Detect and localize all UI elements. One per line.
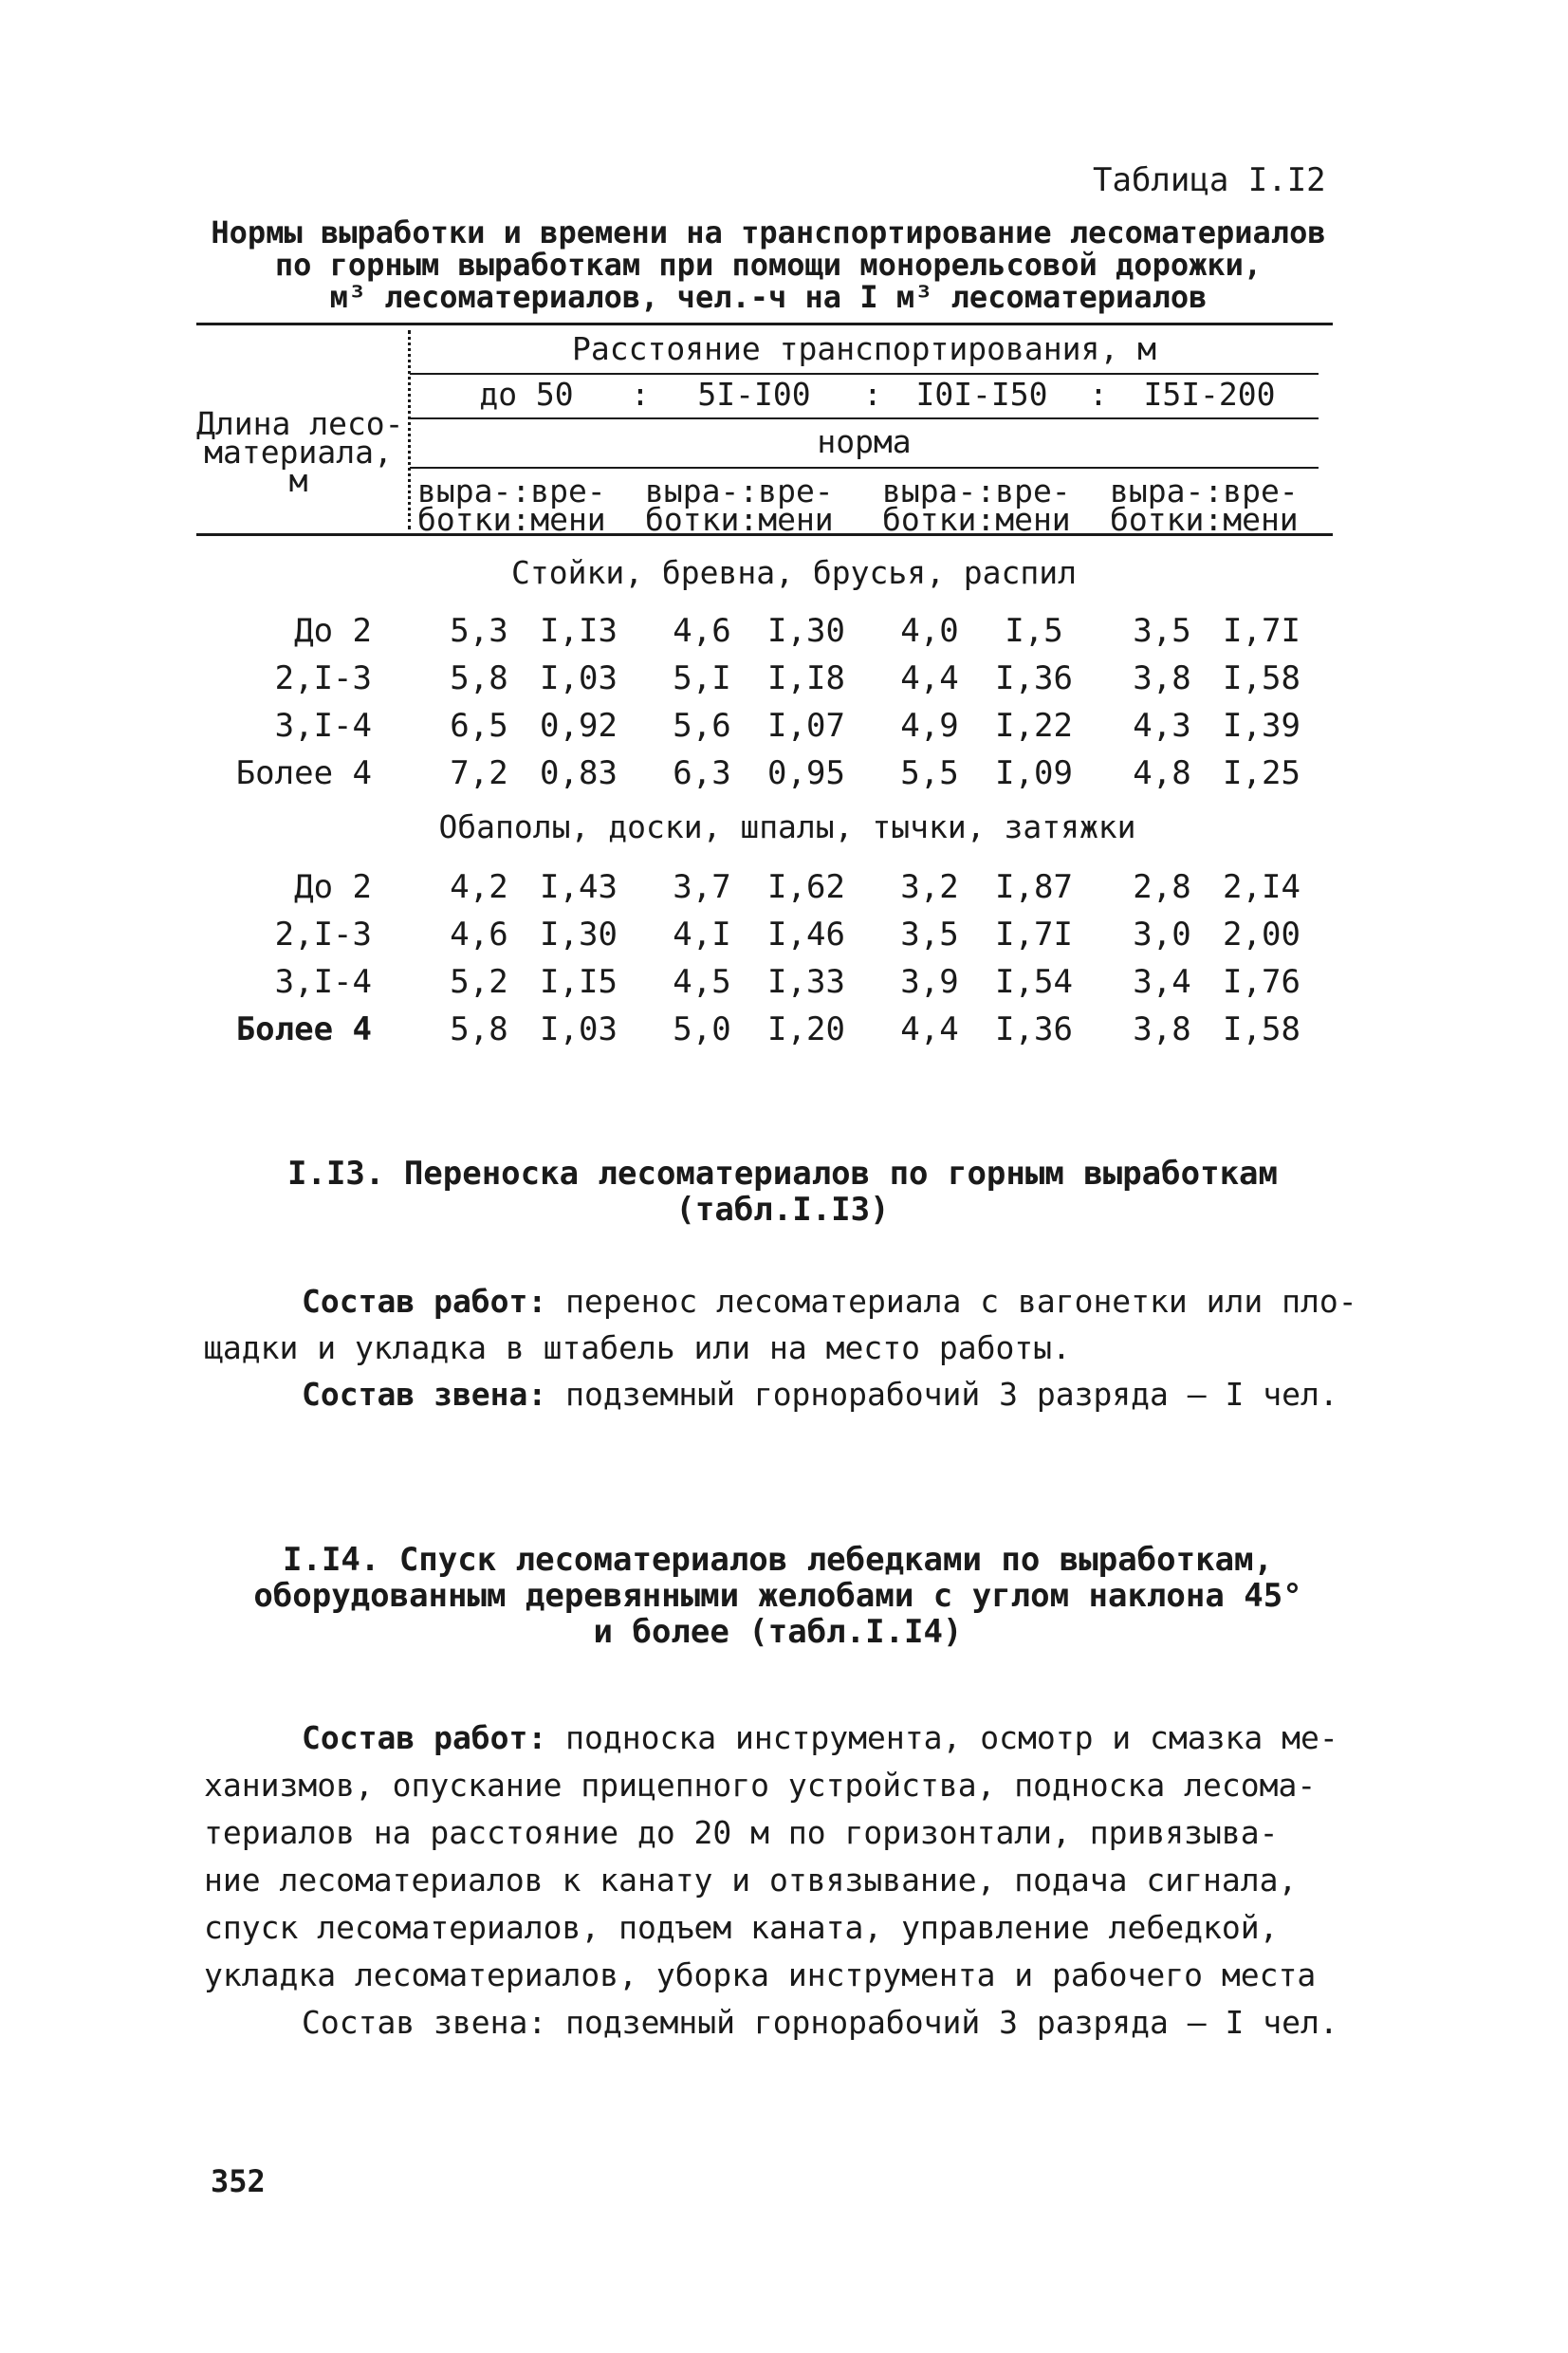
table-top-rule [196, 323, 1333, 325]
work-label: Состав работ: [302, 1283, 547, 1320]
stub-header-line: м [288, 462, 308, 499]
table-cell: 2,I4 [1223, 868, 1301, 906]
distance-col-3: I0I-I50 [915, 376, 1048, 413]
stub-header [196, 405, 404, 499]
table-cell: I,33 [767, 963, 845, 1001]
table-cell: 2,00 [1223, 916, 1301, 954]
table-cell: I,87 [995, 868, 1073, 906]
table-cell: I,I5 [540, 963, 618, 1001]
table-cell: I,58 [1223, 1010, 1301, 1048]
table-cell: 0,92 [540, 707, 618, 745]
section-heading-1-14 [171, 1542, 1385, 1650]
table-cell: 5,6 [673, 707, 731, 745]
heading-line: I.I3. Переноска лесоматериалов по горным выработкам [287, 1155, 1278, 1193]
table-cell: I,I3 [540, 612, 618, 650]
heading-line: оборудованным деревянными желобами с углом наклона 45° [253, 1577, 1302, 1615]
table-cell: 3,2 [900, 868, 959, 906]
header-rule-2 [410, 417, 1319, 419]
row-label: До 2 [294, 868, 372, 906]
table-cell: 6,3 [673, 754, 731, 792]
table-cell: I,36 [995, 1010, 1073, 1048]
table-cell: 5,8 [450, 1010, 508, 1048]
heading-line: и более (табл.I.I4) [593, 1613, 963, 1651]
table-cell: 3,7 [673, 868, 731, 906]
sub-header-bottom: ботки:мени [1110, 501, 1299, 538]
table-cell: 3,4 [1133, 963, 1191, 1001]
row-label: 3,I-4 [274, 707, 372, 745]
work-composition-1-14-line: ханизмов, опускание прицепного устройства, подноска лесома- [204, 1767, 1317, 1804]
work-text: подноска инструмента, осмотр и смазка ме- [546, 1719, 1338, 1756]
table-cell: 4,8 [1133, 754, 1191, 792]
span-header: Расстояние транспортирования, м [572, 330, 1156, 367]
col-sep-colon: : [631, 376, 650, 413]
table-cell: 5,3 [450, 612, 508, 650]
table-cell: 4,4 [900, 659, 959, 697]
table-cell: I,30 [540, 916, 618, 954]
sub-header-top: выра-:вре- [645, 472, 834, 510]
table-cell: 4,3 [1133, 707, 1191, 745]
table-cell: 4,0 [900, 612, 959, 650]
work-text: перенос лесоматериала с вагонетки или пло- [546, 1283, 1357, 1320]
table-cell: I,22 [995, 707, 1073, 745]
table-cell: I,43 [540, 868, 618, 906]
work-composition-1-13-cont: щадки и укладка в штабель или на место работы. [204, 1329, 1071, 1366]
header-rule-3 [410, 467, 1319, 469]
table-cell: I,7I [995, 916, 1073, 954]
crew-composition-1-14 [302, 2000, 1338, 2046]
table-cell: 4,9 [900, 707, 959, 745]
table-cell: I,36 [995, 659, 1073, 697]
crew-composition-1-13 [302, 1372, 1338, 1417]
table-cell: I,09 [995, 754, 1073, 792]
work-composition-1-14-line: териалов на расстояние до 20 м по горизонтали, привязыва- [204, 1814, 1279, 1851]
col-sep-colon: : [1089, 376, 1108, 413]
table-cell: I,58 [1223, 659, 1301, 697]
work-composition-1-14-line: ние лесоматериалов к канату и отвязывание, подача сигнала, [204, 1862, 1298, 1899]
table-cell: I,5 [1005, 612, 1063, 650]
table-cell: 4,2 [450, 868, 508, 906]
row-label: Более 4 [235, 1010, 372, 1048]
table-cell: I,54 [995, 963, 1073, 1001]
sub-header-bottom: ботки:мени [882, 501, 1071, 538]
table-cell: 4,6 [450, 916, 508, 954]
stub-header-line: материала, [204, 434, 393, 471]
heading-line: (табл.I.I3) [675, 1191, 890, 1229]
crew-text: подземный горнорабочий 3 разряда – I чел. [546, 2004, 1338, 2041]
distance-col-2: 5I-I00 [697, 376, 811, 413]
header-rule-1 [410, 373, 1319, 375]
caption-line: по горным выработкам при помощи монорельсовой дорожки, [274, 247, 1263, 283]
table-cell: 5,I [673, 659, 731, 697]
table-cell: I,03 [540, 659, 618, 697]
table-cell: 0,83 [540, 754, 618, 792]
table-caption [180, 216, 1356, 313]
table-cell: I,30 [767, 612, 845, 650]
page-number: 352 [211, 2163, 266, 2199]
table-cell: I,07 [767, 707, 845, 745]
table-cell: I,62 [767, 868, 845, 906]
caption-line: м³ лесоматериалов, чел.-ч на I м³ лесоматериалов [329, 279, 1208, 315]
table-cell: 5,8 [450, 659, 508, 697]
table-cell: 3,5 [1133, 612, 1191, 650]
sub-header-top: выра-:вре- [882, 472, 1071, 510]
sub-header-top: выра-:вре- [1110, 472, 1299, 510]
caption-line: Нормы выработки и времени на транспортирование лесоматериалов [211, 214, 1326, 250]
table-cell: 3,8 [1133, 659, 1191, 697]
norm-label: норма [817, 423, 912, 460]
section-title: Обаполы, доски, шпалы, тычки, затяжки [438, 808, 1136, 845]
table-cell: 4,5 [673, 963, 731, 1001]
table-cell: I,39 [1223, 707, 1301, 745]
sub-header-bottom: ботки:мени [417, 501, 606, 538]
table-cell: 5,2 [450, 963, 508, 1001]
row-label: До 2 [294, 612, 372, 650]
row-label: 3,I-4 [274, 963, 372, 1001]
sub-header-bottom: ботки:мени [645, 501, 834, 538]
table-cell: 3,0 [1133, 916, 1191, 954]
sub-header-top: выра-:вре- [417, 472, 606, 510]
table-cell: 4,6 [673, 612, 731, 650]
work-composition-1-14-line: укладка лесоматериалов, уборка инструмента и рабочего места [204, 1956, 1317, 1993]
work-composition-1-13 [302, 1279, 1357, 1325]
table-cell: 5,0 [673, 1010, 731, 1048]
table-cell: 4,4 [900, 1010, 959, 1048]
table-cell: 7,2 [450, 754, 508, 792]
table-cell: I,76 [1223, 963, 1301, 1001]
table-cell: I,25 [1223, 754, 1301, 792]
table-cell: 5,5 [900, 754, 959, 792]
table-cell: I,I8 [767, 659, 845, 697]
table-cell: I,20 [767, 1010, 845, 1048]
row-label: 2,I-3 [274, 916, 372, 954]
table-cell: 2,8 [1133, 868, 1191, 906]
table-label: Таблица I.I2 [1093, 161, 1326, 199]
table-cell: 6,5 [450, 707, 508, 745]
table-cell: I,7I [1223, 612, 1301, 650]
distance-col-4: I5I-200 [1143, 376, 1276, 413]
table-cell: 0,95 [767, 754, 845, 792]
table-cell: 3,9 [900, 963, 959, 1001]
heading-line: I.I4. Спуск лесоматериалов лебедками по выработкам, [283, 1541, 1273, 1579]
crew-label: Состав звена: [302, 2004, 547, 2041]
crew-label: Состав звена: [302, 1376, 547, 1413]
distance-col-1: до 50 [479, 376, 574, 413]
work-composition-1-14 [302, 1715, 1338, 1761]
section-heading-1-13 [190, 1156, 1375, 1228]
table-cell: I,46 [767, 916, 845, 954]
work-label: Состав работ: [302, 1719, 547, 1756]
crew-text: подземный горнорабочий 3 разряда – I чел. [546, 1376, 1338, 1413]
row-label: 2,I-3 [274, 659, 372, 697]
section-title: Стойки, бревна, брусья, распил [510, 554, 1078, 591]
col-sep-colon: : [863, 376, 882, 413]
table-cell: 3,5 [900, 916, 959, 954]
stub-header-line: Длина лесо- [196, 405, 404, 442]
table-cell: 3,8 [1133, 1010, 1191, 1048]
table-cell: 4,I [673, 916, 731, 954]
work-composition-1-14-line: спуск лесоматериалов, подъем каната, управление лебедкой, [204, 1909, 1279, 1946]
row-label: Более 4 [235, 754, 372, 792]
table-cell: I,03 [540, 1010, 618, 1048]
